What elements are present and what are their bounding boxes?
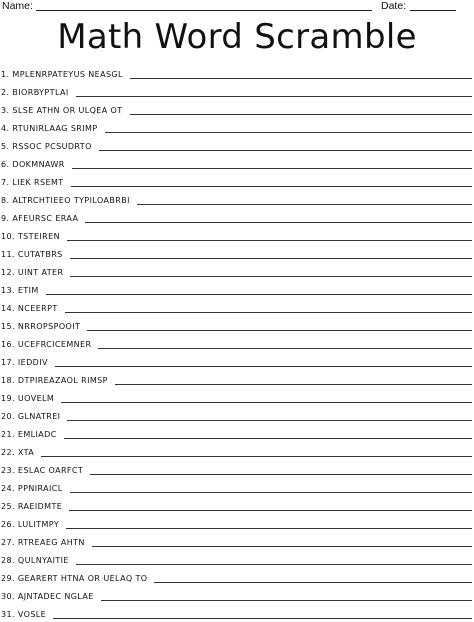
scrambled-word <box>1 339 91 352</box>
date-label: Date: <box>381 0 407 12</box>
scrambled-text: DTPIREAZAOL RIMSP <box>17 376 108 385</box>
item-number: 26. <box>1 520 15 529</box>
item-number: 22. <box>1 448 15 457</box>
list-item <box>0 514 474 532</box>
worksheet-header <box>0 0 474 12</box>
scrambled-text: LIEK RSEMT <box>12 178 64 187</box>
answer-line[interactable] <box>70 492 472 493</box>
answer-line[interactable] <box>90 474 472 475</box>
scrambled-text: SLSE ATHN OR ULQEA OT <box>12 106 123 115</box>
answer-line[interactable] <box>65 312 472 313</box>
scrambled-word <box>1 555 69 568</box>
list-item <box>0 64 474 82</box>
answer-line[interactable] <box>154 582 472 583</box>
scrambled-word <box>1 285 39 298</box>
list-item <box>0 82 474 100</box>
list-item <box>0 100 474 118</box>
scrambled-word <box>1 519 59 532</box>
scrambled-word <box>1 573 147 586</box>
scrambled-word <box>1 249 63 262</box>
list-item <box>0 442 474 460</box>
list-item <box>0 190 474 208</box>
item-number: 9. <box>1 214 10 223</box>
scrambled-text: IEDDIV <box>17 358 48 367</box>
answer-line[interactable] <box>92 546 472 547</box>
list-item <box>0 316 474 334</box>
item-number: 12. <box>1 268 15 277</box>
item-number: 20. <box>1 412 15 421</box>
answer-line[interactable] <box>72 168 472 169</box>
scrambled-word <box>1 411 60 424</box>
list-item <box>0 532 474 550</box>
scrambled-word <box>1 393 54 406</box>
item-number: 27. <box>1 538 15 547</box>
item-number: 19. <box>1 394 15 403</box>
answer-line[interactable] <box>70 258 472 259</box>
scrambled-text: NCEERPT <box>17 304 58 313</box>
scrambled-text: EMLIADC <box>17 430 57 439</box>
scrambled-word <box>1 591 94 604</box>
list-item <box>0 280 474 298</box>
list-item <box>0 604 474 622</box>
scrambled-word <box>1 483 63 496</box>
scrambled-word <box>1 69 123 82</box>
answer-line[interactable] <box>69 510 472 511</box>
item-number: 25. <box>1 502 15 511</box>
scrambled-word <box>1 465 83 478</box>
item-number: 28. <box>1 556 15 565</box>
scrambled-word <box>1 375 108 388</box>
list-item <box>0 352 474 370</box>
answer-line[interactable] <box>99 150 472 151</box>
list-item <box>0 154 474 172</box>
scrambled-text: VOSLE <box>17 610 47 619</box>
answer-line[interactable] <box>67 420 472 421</box>
list-item <box>0 424 474 442</box>
item-number: 8. <box>1 196 10 205</box>
list-item <box>0 244 474 262</box>
date-field[interactable] <box>410 10 456 11</box>
scrambled-text: GEARERT HTNA OR UELAQ TO <box>17 574 148 583</box>
answer-line[interactable] <box>71 186 472 187</box>
scrambled-text: QULNYAITIE <box>17 556 69 565</box>
scrambled-text: TSTEIREN <box>17 232 60 241</box>
item-number: 15. <box>1 322 15 331</box>
item-number: 24. <box>1 484 15 493</box>
scrambled-text: PPNIRAICL <box>17 484 63 493</box>
answer-line[interactable] <box>101 600 472 601</box>
item-number: 2. <box>1 88 10 97</box>
name-label: Name: <box>2 0 33 12</box>
list-item <box>0 226 474 244</box>
item-number: 11. <box>1 250 15 259</box>
scrambled-text: LULITMPY <box>17 520 60 529</box>
answer-line[interactable] <box>61 402 472 403</box>
answer-line[interactable] <box>46 294 472 295</box>
scrambled-text: MPLENRPATEYUS NEASGL <box>12 70 123 79</box>
worksheet-title: Math Word Scramble <box>57 17 417 57</box>
scrambled-word <box>1 177 64 190</box>
answer-line[interactable] <box>76 96 472 97</box>
item-number: 1. <box>1 70 10 79</box>
list-item <box>0 478 474 496</box>
list-item <box>0 172 474 190</box>
item-number: 13. <box>1 286 15 295</box>
scrambled-word <box>1 105 123 118</box>
answer-line[interactable] <box>115 384 472 385</box>
item-number: 14. <box>1 304 15 313</box>
scrambled-text: ESLAC OARFCT <box>17 466 84 475</box>
scramble-list <box>0 64 474 622</box>
scrambled-text: ALTRCHTIEEO TYPILOABRBI <box>12 196 130 205</box>
answer-line[interactable] <box>130 78 472 79</box>
scrambled-text: RSSOC PCSUDRTO <box>12 142 92 151</box>
scrambled-word <box>1 213 78 226</box>
answer-line[interactable] <box>55 366 472 367</box>
list-item <box>0 118 474 136</box>
answer-line[interactable] <box>87 330 472 331</box>
item-number: 7. <box>1 178 10 187</box>
item-number: 21. <box>1 430 15 439</box>
item-number: 29. <box>1 574 15 583</box>
scrambled-word <box>1 537 85 550</box>
scrambled-text: CUTATBRS <box>17 250 63 259</box>
scrambled-text: RTREAEG AHTN <box>17 538 85 547</box>
list-item <box>0 334 474 352</box>
name-field[interactable] <box>36 10 372 11</box>
item-number: 23. <box>1 466 15 475</box>
item-number: 18. <box>1 376 15 385</box>
scrambled-text: DOKMNAWR <box>12 160 65 169</box>
answer-line[interactable] <box>98 348 472 349</box>
item-number: 3. <box>1 106 10 115</box>
scrambled-word <box>1 231 60 244</box>
scrambled-text: AJNTADEC NGLAE <box>17 592 94 601</box>
scrambled-word <box>1 87 69 100</box>
scrambled-text: NRROPSPOOIT <box>17 322 81 331</box>
item-number: 10. <box>1 232 15 241</box>
scrambled-text: XTA <box>17 448 35 457</box>
scrambled-text: UOVELM <box>17 394 55 403</box>
scrambled-text: RTUNIRLAAG SRIMP <box>12 124 98 133</box>
answer-line[interactable] <box>137 204 472 205</box>
answer-line[interactable] <box>66 528 472 529</box>
list-item <box>0 136 474 154</box>
answer-line[interactable] <box>67 240 472 241</box>
list-item <box>0 370 474 388</box>
answer-line[interactable] <box>53 618 472 619</box>
item-number: 6. <box>1 160 10 169</box>
answer-line[interactable] <box>105 132 472 133</box>
list-item <box>0 568 474 586</box>
scrambled-word <box>1 159 65 172</box>
scrambled-word <box>1 429 57 442</box>
list-item <box>0 460 474 478</box>
answer-line[interactable] <box>41 456 472 457</box>
scrambled-text: UCEFRCICEMNER <box>17 340 92 349</box>
item-number: 5. <box>1 142 10 151</box>
list-item <box>0 406 474 424</box>
answer-line[interactable] <box>70 276 472 277</box>
item-number: 30. <box>1 592 15 601</box>
scrambled-word <box>1 357 48 370</box>
scrambled-word <box>1 447 34 460</box>
scrambled-word <box>1 141 92 154</box>
list-item <box>0 208 474 226</box>
answer-line[interactable] <box>130 114 472 115</box>
scrambled-word <box>1 123 98 136</box>
scrambled-text: BIORBYPTLAI <box>12 88 69 97</box>
scrambled-word <box>1 321 80 334</box>
item-number: 4. <box>1 124 10 133</box>
scrambled-word <box>1 195 130 208</box>
scrambled-text: AFEURSC ERAA <box>12 214 79 223</box>
list-item <box>0 550 474 568</box>
answer-line[interactable] <box>85 222 472 223</box>
scrambled-word <box>1 501 62 514</box>
answer-line[interactable] <box>64 438 472 439</box>
scrambled-word <box>1 267 63 280</box>
scrambled-text: UINT ATER <box>17 268 64 277</box>
scrambled-word <box>1 303 58 316</box>
item-number: 16. <box>1 340 15 349</box>
list-item <box>0 298 474 316</box>
scrambled-word <box>1 609 46 622</box>
scrambled-text: RAEIDMTE <box>17 502 63 511</box>
scrambled-text: ETIM <box>17 286 39 295</box>
answer-line[interactable] <box>76 564 472 565</box>
scrambled-text: GLNATREI <box>17 412 61 421</box>
item-number: 17. <box>1 358 15 367</box>
item-number: 31. <box>1 610 15 619</box>
list-item <box>0 586 474 604</box>
list-item <box>0 262 474 280</box>
list-item <box>0 496 474 514</box>
list-item <box>0 388 474 406</box>
